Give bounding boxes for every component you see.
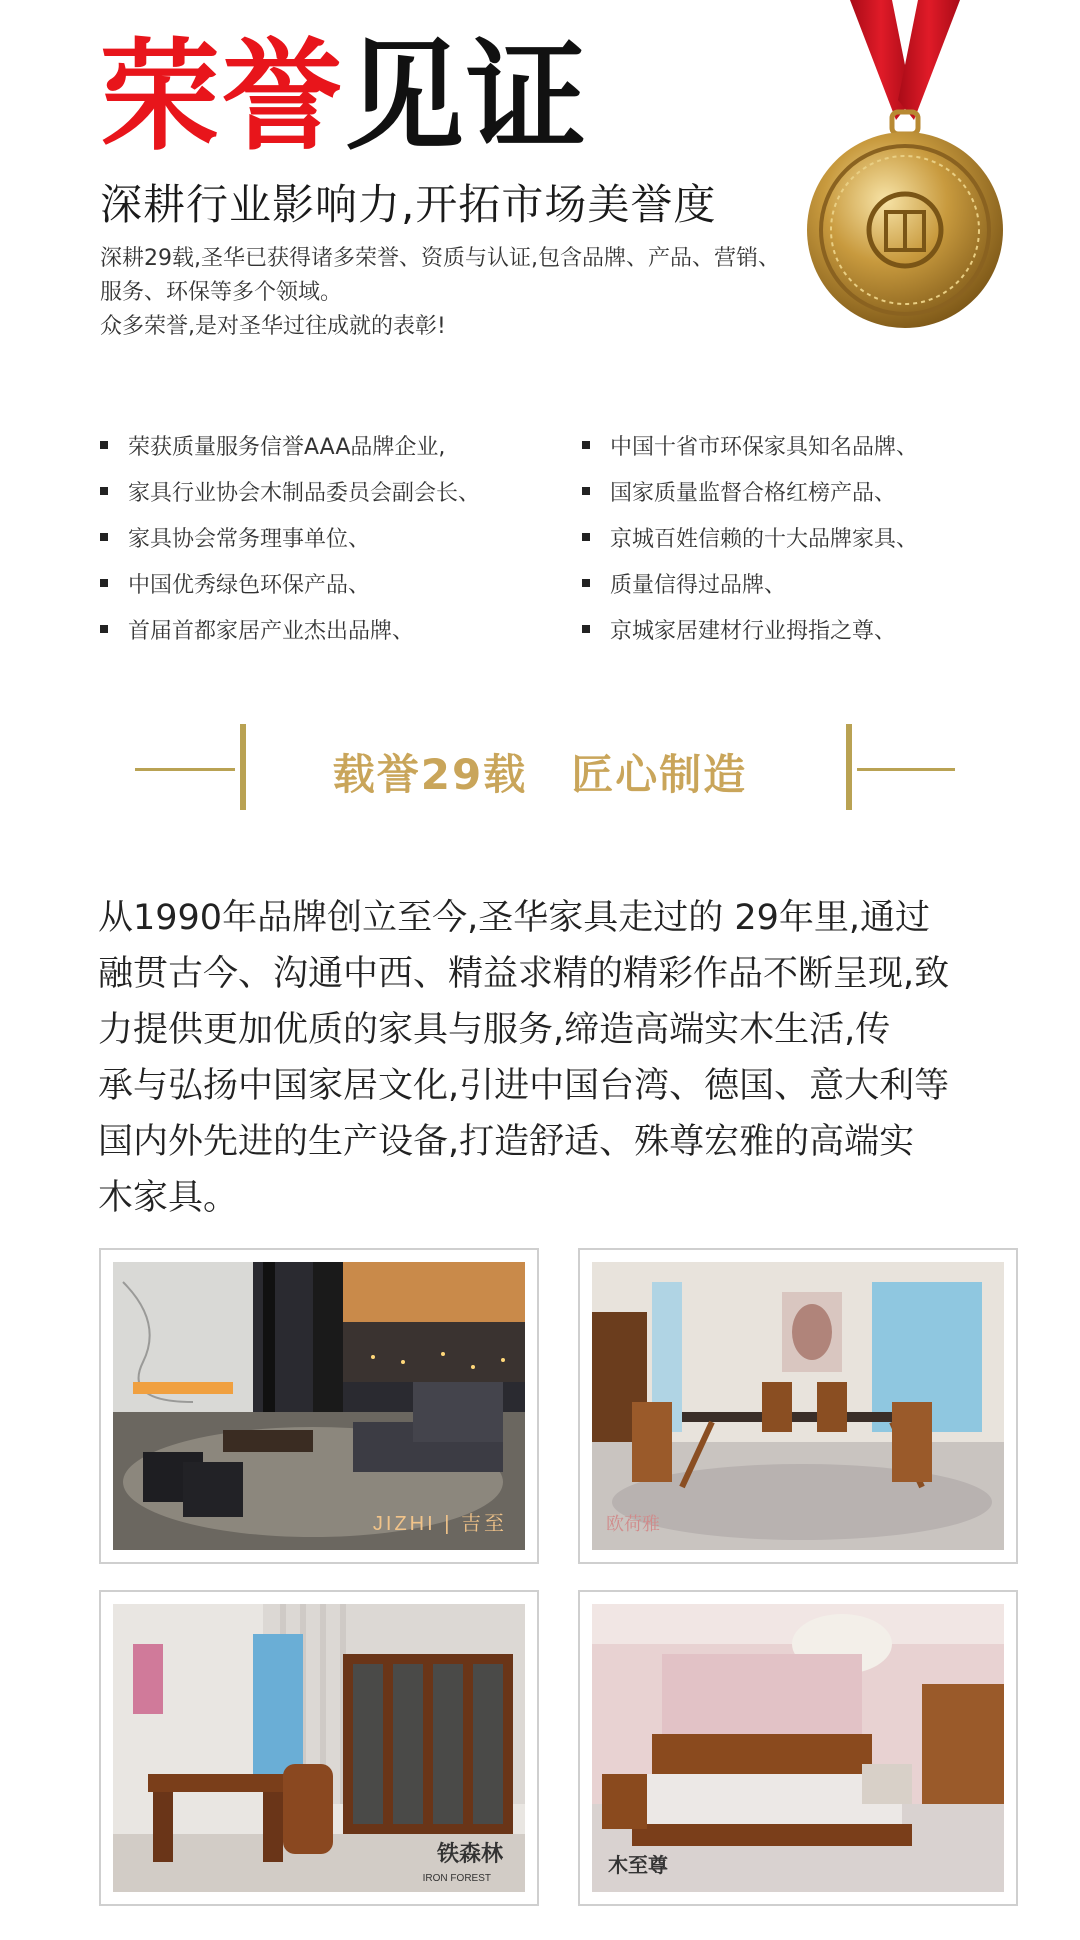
bullet-icon [582,625,590,633]
body-line: 从1990年品牌创立至今,圣华家具走过的 29年里,通过 [98,898,930,938]
honor-text: 家具协会常务理事单位、 [128,526,371,552]
page-subtitle: 深耕行业影响力,开拓市场美誉度 [100,180,717,229]
list-item [100,560,480,606]
bullet-icon [582,441,590,449]
body-line: 木家具。 [98,1178,239,1218]
brand-label: 铁森林 [436,1841,503,1866]
brand-label: 木至尊 [608,1855,668,1877]
honor-text: 家具行业协会木制品委员会副会长、 [128,480,481,506]
body-line: 力提供更加优质的家具与服务,缔造高端实木生活,传 [98,1010,891,1050]
intro-line: 服务、环保等多个领域。 [100,280,343,305]
body-paragraph [98,890,998,1226]
intro-line: 众多荣誉,是对圣华过往成就的表彰! [100,314,446,339]
honor-text: 中国十省市环保家具知名品牌、 [610,434,919,460]
brand-sublabel: IRON FOREST [422,1873,491,1884]
list-item [100,422,480,468]
body-line: 承与弘扬中国家居文化,引进中国台湾、德国、意大利等 [98,1066,950,1106]
list-item [582,606,918,652]
bullet-icon [100,625,108,633]
list-item [100,606,480,652]
body-line: 国内外先进的生产设备,打造舒适、殊尊宏雅的高端实 [98,1122,915,1162]
divider-line-right [857,768,955,771]
honor-text: 国家质量监督合格红榜产品、 [610,480,897,506]
list-item [582,422,918,468]
medal-icon [800,0,1010,345]
photo-study-room [99,1590,539,1906]
section-divider [0,720,1080,820]
divider-bar-right [846,724,852,810]
honor-text: 首届首都家居产业杰出品牌、 [128,618,415,644]
list-item [582,468,918,514]
bullet-icon [582,533,590,541]
list-item [100,514,480,560]
title-red: 荣誉 [100,28,344,167]
brand-label: 欧荷雅 [606,1514,660,1534]
bullet-icon [100,441,108,449]
honor-text: 质量信得过品牌、 [610,572,787,598]
bullet-icon [582,579,590,587]
honors-column-right [582,422,918,652]
intro-line: 深耕29载,圣华已获得诸多荣誉、资质与认证,包含品牌、产品、营销、 [100,246,780,271]
honor-text: 京城家居建材行业拇指之尊、 [610,618,897,644]
body-line: 融贯古今、沟通中西、精益求精的精彩作品不断呈现,致 [98,954,950,994]
bullet-icon [582,487,590,495]
brand-label: JIZHI | 吉至 [372,1513,507,1535]
list-item [582,514,918,560]
bullet-icon [100,487,108,495]
section-heading: 载誉29载 匠心制造 [332,750,748,799]
bullet-icon [100,579,108,587]
page-title [100,28,588,167]
bullet-icon [100,533,108,541]
honors-column-left [100,422,480,652]
honor-text: 荣获质量服务信誉AAA品牌企业, [128,434,446,460]
honor-text: 中国优秀绿色环保产品、 [128,572,371,598]
list-item [100,468,480,514]
intro-text [100,242,820,344]
photo-bedroom [578,1590,1018,1906]
honor-text: 京城百姓信赖的十大品牌家具、 [610,526,919,552]
photo-dining-room [578,1248,1018,1564]
list-item [582,560,918,606]
photo-living-room [99,1248,539,1564]
title-black: 见证 [344,28,588,167]
